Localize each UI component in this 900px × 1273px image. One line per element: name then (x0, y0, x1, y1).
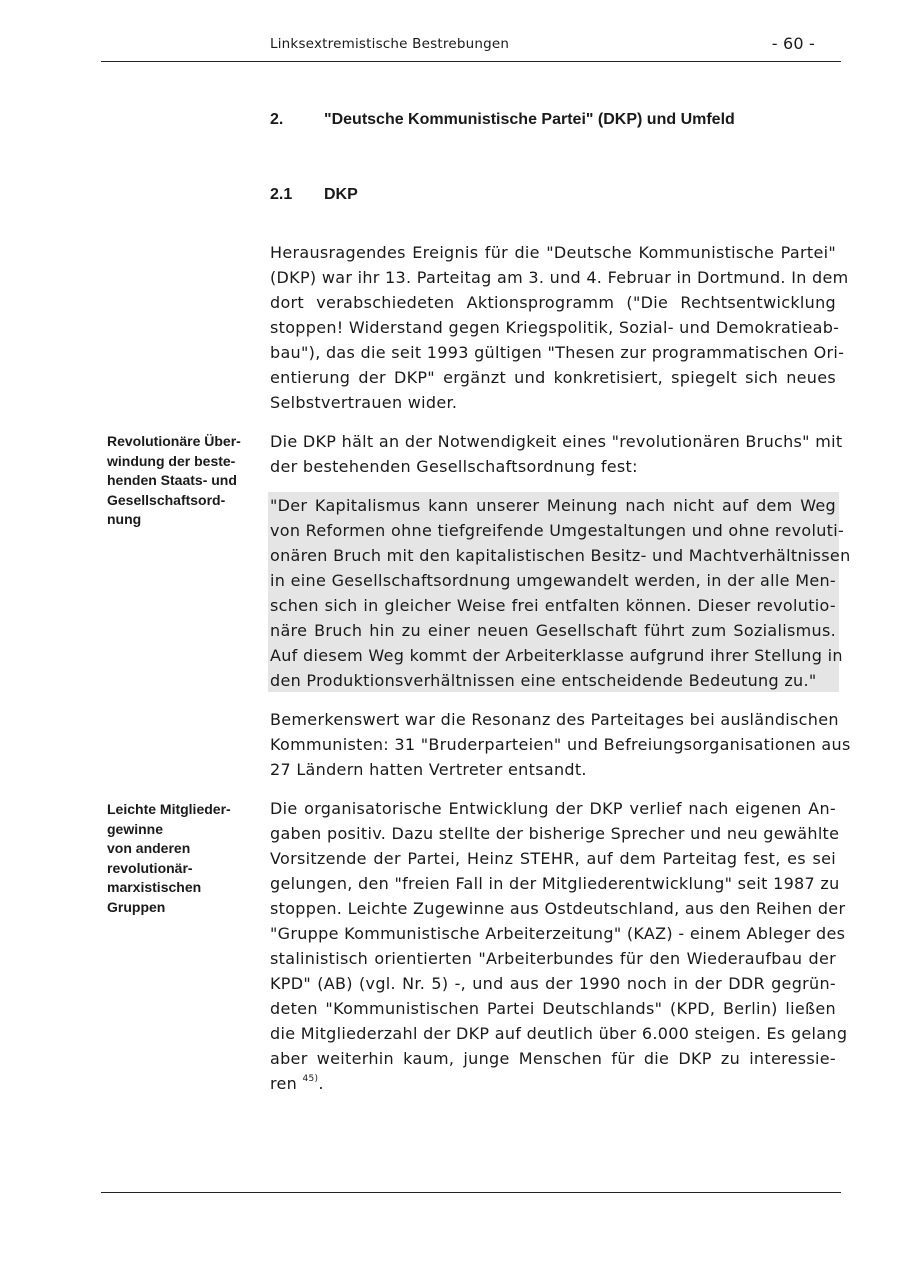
section-title: "Deutsche Kommunistische Partei" (DKP) und Umfeld (324, 111, 735, 128)
margin-note-revolution (107, 432, 259, 530)
margin-note-line: revolutionär- (107, 859, 193, 876)
text-line: KPD" (AB) (vgl. Nr. 5) -, und aus der 1990 noch in der DDR gegrün- (270, 974, 836, 993)
margin-note-line: nung (107, 511, 142, 527)
text-line: stoppen. Leichte Zugewinne aus Ostdeutschland, aus den Reihen der (270, 899, 846, 918)
quote-line: schen sich in gleicher Weise frei entfalten können. Dieser revolutio- (270, 596, 836, 615)
quote-line: onären Bruch mit den kapitalistischen Besitz- und Machtverhältnissen (270, 546, 851, 565)
quote-line: Auf diesem Weg kommt der Arbeiterklasse aufgrund ihrer Stellung in (270, 646, 843, 665)
text-line: aber weiterhin kaum, junge Menschen für die DKP zu interessie- (270, 1049, 836, 1068)
header-rule (101, 61, 841, 62)
text-line: (DKP) war ihr 13. Parteitag am 3. und 4. Februar in Dortmund. In dem (270, 268, 849, 287)
text-line: die Mitgliederzahl der DKP auf deutlich über 6.000 steigen. Es gelang (270, 1024, 848, 1043)
final-period: . (318, 1074, 324, 1093)
margin-note-line: windung der beste- (107, 452, 236, 469)
footer-rule (101, 1192, 841, 1193)
text-line: stoppen! Widerstand gegen Kriegspolitik, Sozial- und Demokratieab- (270, 318, 840, 337)
margin-note-line: gewinne (107, 820, 164, 837)
subsection-number: 2.1 (270, 186, 293, 203)
margin-note-membership (107, 800, 259, 917)
quote-line: näre Bruch hin zu einer neuen Gesellschaft führt zum Sozialismus. (270, 621, 836, 640)
paragraph-1 (270, 240, 849, 415)
running-title: Linksextremistische Bestrebungen (270, 36, 510, 52)
text-line: stalinistisch orientierten "Arbeiterbundes für den Wiederaufbau der (270, 949, 836, 968)
text-line: Die organisatorische Entwicklung der DKP verlief nach eigenen An- (270, 799, 836, 818)
text-line: Die DKP hält an der Notwendigkeit eines "revolutionären Bruchs" mit (270, 432, 843, 451)
text-line: Kommunisten: 31 "Bruderparteien" und Befreiungsorganisationen aus (270, 735, 851, 754)
text-line: Selbstvertrauen wider. (270, 393, 458, 412)
text-line: entierung der DKP" ergänzt und konkretisiert, spiegelt sich neues (270, 368, 836, 387)
text-line: dort verabschiedeten Aktionsprogramm ("Die Rechtsentwicklung (270, 293, 836, 312)
text-line: gaben positiv. Dazu stellte der bisherige Sprecher und neu gewählte (270, 824, 840, 843)
text-line: Herausragendes Ereignis für die "Deutsche Kommunistische Partei" (270, 243, 836, 262)
margin-note-line: Leichte Mitglieder- (107, 801, 231, 817)
paragraph-2 (270, 429, 843, 479)
section-heading (270, 111, 735, 129)
subsection-title: DKP (324, 186, 358, 203)
subsection-heading (270, 186, 358, 204)
text-line: deten "Kommunistischen Partei Deutschlands" (KPD, Berlin) ließen (270, 999, 836, 1018)
running-header (270, 36, 815, 52)
margin-note-line: marxistischen (107, 879, 202, 895)
margin-note-line: Gruppen (107, 898, 166, 915)
text-line: bau"), das die seit 1993 gültigen "Thesen zur programmatischen Ori- (270, 343, 845, 362)
text-line: Bemerkenswert war die Resonanz des Parteitages bei ausländischen (270, 710, 839, 729)
quote-line: von Reformen ohne tiefgreifende Umgestaltungen und ohne revoluti- (270, 521, 845, 540)
page-number: - 60 - (771, 34, 815, 53)
paragraph-4 (270, 796, 848, 1096)
text-line-final (270, 1071, 836, 1096)
margin-note-line: von anderen (107, 840, 191, 856)
quote-block (270, 493, 851, 693)
section-number: 2. (270, 111, 284, 128)
paragraph-3 (270, 707, 851, 782)
margin-note-line: henden Staats- und (107, 472, 237, 488)
text-line: Vorsitzende der Partei, Heinz STEHR, auf dem Parteitag fest, es sei (270, 849, 836, 868)
quote-line: "Der Kapitalismus kann unserer Meinung nach nicht auf dem Weg (270, 496, 836, 515)
quote-line: in eine Gesellschaftsordnung umgewandelt werden, in der alle Men- (270, 571, 836, 590)
final-text: ren (270, 1074, 303, 1093)
text-line: gelungen, den "freien Fall in der Mitgliederentwicklung" seit 1987 zu (270, 874, 840, 893)
text-line: der bestehenden Gesellschaftsordnung fest: (270, 457, 638, 476)
footnote-reference[interactable]: 45) (302, 1074, 319, 1084)
margin-note-line: Revolutionäre Über- (107, 433, 241, 449)
text-line: 27 Ländern hatten Vertreter entsandt. (270, 760, 587, 779)
quote-line: den Produktionsverhältnissen eine entscheidende Bedeutung zu." (270, 671, 817, 690)
margin-note-line: Gesellschaftsord- (107, 491, 226, 508)
text-line: "Gruppe Kommunistische Arbeiterzeitung" (KAZ) - einem Ableger des (270, 924, 846, 943)
